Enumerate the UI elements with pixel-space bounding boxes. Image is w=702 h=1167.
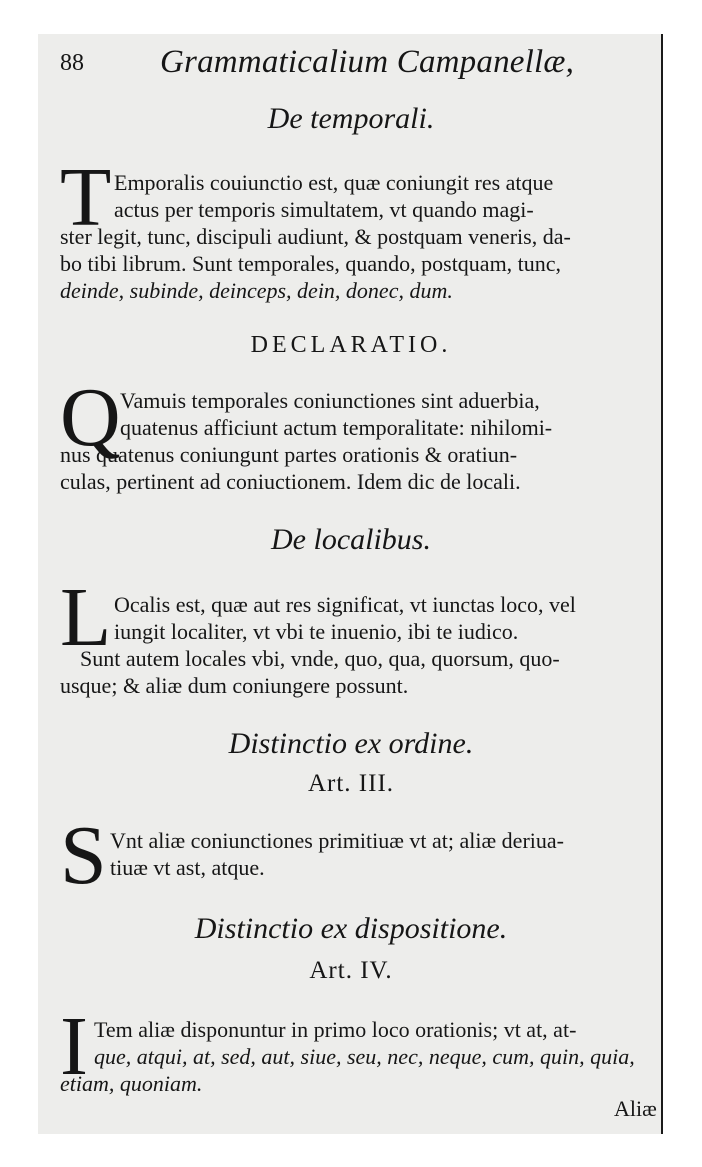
paragraph-temporali [60, 151, 652, 303]
section-heading-distinctio-ordine: Distinctio ex ordine. [228, 727, 474, 760]
paragraph-distinctio-dispositione [60, 1000, 652, 1097]
text-line: actus per temporis simultatem, vt quando magi- [114, 197, 534, 222]
drop-cap: Q [60, 371, 121, 464]
article-number: Art. IV. [309, 957, 393, 984]
text-line: Vamuis temporales coniunctiones sint aduerbia, [120, 388, 540, 413]
text-line: iungit localiter, vt vbi te inuenio, ibi te iudico. [114, 619, 519, 644]
text-line: etiam, quoniam. [60, 1071, 203, 1096]
text-line: Tem aliæ disponuntur in primo loco orationis; vt at, at- [94, 1017, 577, 1042]
section-heading-declaratio: DECLARATIO. [250, 332, 452, 358]
section-heading-temporali: De temporali. [267, 102, 435, 135]
text-line: que, atqui, at, sed, aut, siue, seu, nec, neque, cum, quin, quia, [94, 1044, 635, 1069]
text-line: culas, pertinent ad coniuctionem. Idem dic de locali. [60, 469, 521, 494]
text-line: quatenus afficiunt actum temporalitate: nihilomi- [120, 415, 553, 440]
text-line: Ocalis est, quæ aut res significat, vt iunctas loco, vel [114, 592, 576, 617]
drop-cap: L [60, 571, 112, 664]
text-line: tiuæ vt ast, atque. [110, 855, 265, 880]
drop-cap: I [60, 1000, 88, 1093]
text-line: Sunt autem locales vbi, vnde, quo, qua, quorsum, quo- [80, 646, 560, 671]
text-line: nus quatenus coniungunt partes orationis & oratiun- [60, 442, 518, 467]
article-number: Art. III. [307, 770, 395, 797]
text-line: ster legit, tunc, discipuli audiunt, & postquam veneris, da- [60, 224, 571, 249]
running-title: Grammaticalium Campanellæ, [160, 44, 575, 80]
text-line: Vnt aliæ coniunctiones primitiuæ vt at; aliæ deriua- [110, 828, 564, 853]
drop-cap: S [60, 809, 107, 902]
page-number: 88 [60, 50, 84, 76]
catchword: Aliæ [614, 1096, 657, 1121]
drop-cap: T [60, 151, 112, 244]
text-line: usque; & aliæ dum coniungere possunt. [60, 673, 409, 698]
text-line: bo tibi librum. Sunt temporales, quando, postquam, tunc, [60, 251, 562, 276]
paragraph-distinctio-ordine [60, 809, 652, 902]
text-line: deinde, subinde, deinceps, dein, donec, dum. [60, 278, 453, 303]
paragraph-localibus [60, 571, 652, 702]
page-header [60, 44, 620, 84]
paragraph-declaratio [60, 371, 652, 498]
section-heading-distinctio-dispositione: Distinctio ex dispositione. [194, 912, 508, 945]
section-heading-localibus: De localibus. [271, 523, 431, 556]
text-line: Emporalis couiunctio est, quæ coniungit res atque [114, 170, 554, 195]
